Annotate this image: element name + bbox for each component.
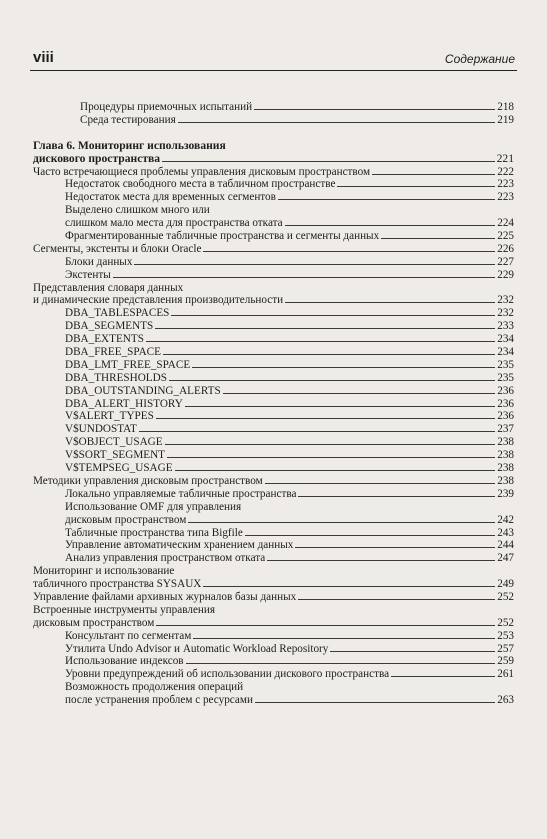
header-rule [30,70,517,71]
toc-entry-title: DBA_TABLESPACES [65,307,170,320]
toc-entry[interactable] [0,681,547,707]
toc-entry-title: Утилита Undo Advisor и Automatic Workload Repository [65,642,329,655]
toc-entry[interactable] [0,565,547,591]
toc-page-number: 238 [497,436,514,449]
toc-entry[interactable] [0,346,547,359]
toc-entry[interactable] [0,449,547,462]
dot-leader [186,663,496,664]
toc-page-number: 227 [497,255,514,268]
toc-page-number: 242 [497,513,514,526]
dot-leader [156,418,495,419]
toc-page-number: 232 [497,307,514,320]
toc-entry-title: Использование индексов [65,655,184,668]
dot-leader [223,393,496,394]
toc-entry-title-line: Представления словаря данных [33,281,184,294]
toc-entry-title: Процедуры приемочных испытаний [80,101,253,113]
toc-entry[interactable] [0,398,547,411]
toc-entry[interactable] [0,475,547,488]
toc-page-number: 223 [497,178,514,191]
toc-page-number: 236 [497,410,514,423]
toc-entry-title: Консультант по сегментам [65,629,192,642]
dot-leader [295,547,495,548]
toc-page-number: 226 [497,242,514,255]
toc-entry-title-line: Возможность продолжения операций [65,681,244,694]
toc-page-number: 261 [497,668,514,681]
dot-leader [298,599,495,600]
toc-entry[interactable] [0,630,547,643]
dot-leader [372,174,495,175]
toc-entry-title: Недостаток свободного места в табличном пространстве [65,178,336,191]
toc-entry[interactable] [0,539,547,552]
toc-entry[interactable] [0,591,547,604]
toc-entry[interactable] [0,372,547,385]
dot-leader [203,251,495,252]
toc-page-number: 252 [497,590,514,603]
toc-entry-title: Недостаток места для временных сегментов [65,191,276,204]
toc-entry-title-line: Использование OMF для управления [65,500,242,513]
toc-entry-title: V$ALERT_TYPES [65,410,154,423]
dot-leader [203,586,495,587]
running-title: Содержание [444,52,515,66]
table-of-contents [0,101,547,707]
dot-leader [278,199,495,200]
toc-page-number: 244 [497,539,514,552]
dot-leader [171,315,495,316]
toc-entry-title: DBA_THRESHOLDS [65,371,167,384]
toc-entry-title: V$SORT_SEGMENT [65,449,166,462]
dot-leader [245,535,495,536]
toc-page-number: 222 [497,165,514,178]
toc-entry[interactable] [0,204,547,230]
toc-entry-title: дисковым пространством [33,616,155,629]
toc-entry[interactable] [0,256,547,269]
dot-leader [162,161,495,162]
page-header [0,40,547,70]
toc-entry-title: Анализ управления пространством отката [65,552,266,565]
toc-page-number: 232 [497,294,514,307]
toc-entry[interactable] [0,166,547,179]
toc-entry[interactable] [0,114,547,127]
toc-entry-title: DBA_LMT_FREE_SPACE [65,358,191,371]
toc-entry[interactable] [0,436,547,449]
toc-entry-title: DBA_ALERT_HISTORY [65,397,183,410]
toc-entry[interactable] [0,320,547,333]
toc-page-number: 247 [497,552,514,565]
toc-entry-title: Управление файлами архивных журналов базы данных [33,590,297,603]
toc-entry[interactable] [0,359,547,372]
toc-entry[interactable] [0,307,547,320]
toc-page-number: 253 [497,629,514,642]
toc-entry-title: V$TEMPSEG_USAGE [65,462,173,475]
toc-page-number: 243 [497,526,514,539]
dot-leader [285,225,496,226]
dot-leader [188,522,495,523]
toc-entry-title-line: Мониторинг и использование [33,565,175,578]
toc-entry[interactable] [0,643,547,656]
toc-entry-title: Табличные пространства типа Bigfile [65,526,243,539]
toc-entry-title-line: Выделено слишком много или [65,204,210,217]
toc-page-number: 235 [497,371,514,384]
toc-page-number: 233 [497,320,514,333]
dot-leader [139,431,495,432]
dot-leader [163,354,495,355]
toc-entry[interactable] [0,527,547,540]
toc-entry-title: Управление автоматическим хранением данных [65,539,294,552]
toc-entry-title: DBA_FREE_SPACE [65,346,161,359]
toc-page-number: 238 [497,449,514,462]
toc-page-number: 239 [497,487,514,500]
toc-entry-title: слишком мало места для пространства отката [65,217,283,230]
dot-leader [254,109,495,110]
toc-entry-title: Блоки данных [65,255,133,268]
toc-entry-title: дискового пространства [33,151,161,165]
toc-entry-title: дисковым пространством [65,513,187,526]
toc-entry[interactable] [0,178,547,191]
toc-entry[interactable] [0,462,547,475]
toc-entry[interactable] [0,385,547,398]
toc-entry[interactable] [0,604,547,630]
dot-leader [146,341,495,342]
toc-entry-title: Экстенты [65,268,111,281]
toc-page-number: 263 [497,694,514,707]
toc-entry-title-line: Встроенные инструменты управления [33,603,216,616]
dot-leader [175,470,496,471]
dot-leader [391,676,495,677]
toc-page-number: 236 [497,397,514,410]
dot-leader [193,638,495,639]
toc-entry[interactable] [0,282,547,308]
toc-page-number: 218 [497,101,514,113]
toc-entry-title: Среда тестирования [80,113,176,126]
toc-entry[interactable] [0,191,547,204]
toc-entry[interactable] [0,655,547,668]
dot-leader [298,496,495,497]
page-number: viii [33,49,54,66]
toc-page-number: 223 [497,191,514,204]
toc-page-number: 219 [497,113,514,126]
toc-entry[interactable] [0,140,547,166]
toc-entry[interactable] [0,101,547,114]
toc-page-number: 238 [497,462,514,475]
dot-leader [381,238,495,239]
toc-entry[interactable] [0,230,547,243]
toc-page-number: 224 [497,217,514,230]
toc-entry[interactable] [0,552,547,565]
toc-page-number: 225 [497,230,514,243]
toc-entry-title: Часто встречающиеся проблемы управления дисковым пространством [33,165,371,178]
toc-page-number: 259 [497,655,514,668]
dot-leader [156,625,495,626]
toc-entry-title: Уровни предупреждений об использовании дискового пространства [65,668,390,681]
toc-page-number: 234 [497,346,514,359]
dot-leader [265,483,496,484]
dot-leader [178,122,496,123]
dot-leader [134,264,495,265]
toc-entry[interactable] [0,423,547,436]
toc-entry[interactable] [0,410,547,423]
dot-leader [113,277,495,278]
dot-leader [165,444,496,445]
toc-entry[interactable] [0,269,547,282]
toc-entry-title: DBA_SEGMENTS [65,320,154,333]
toc-page-number: 229 [497,268,514,281]
dot-leader [169,380,495,381]
dot-leader [185,406,495,407]
toc-entry-title: DBA_OUTSTANDING_ALERTS [65,384,221,397]
dot-leader [337,186,495,187]
toc-page-number: 249 [497,578,514,591]
toc-entry-title: и динамические представления производительности [33,294,284,307]
dot-leader [255,702,495,703]
toc-entry-title: V$OBJECT_USAGE [65,436,163,449]
toc-entry[interactable] [0,243,547,256]
dot-leader [155,328,495,329]
toc-entry-title: Фрагментированные табличные пространства и сегменты данных [65,230,380,243]
dot-leader [285,302,495,303]
toc-entry-title-line: Глава 6. Мониторинг использования [33,138,226,152]
toc-entry-title: Сегменты, экстенты и блоки Oracle [33,242,202,255]
toc-entry[interactable] [0,501,547,527]
toc-page-number: 237 [497,423,514,436]
toc-entry-title: табличного пространства SYSAUX [33,578,202,591]
toc-page-number: 257 [497,642,514,655]
toc-page-number: 252 [497,616,514,629]
toc-page-number: 235 [497,358,514,371]
toc-page-number: 221 [496,151,514,165]
toc-entry-title: V$UNDOSTAT [65,423,137,436]
toc-page-number: 234 [497,333,514,346]
toc-entry-title: Методики управления дисковым пространством [33,474,263,487]
dot-leader [167,457,495,458]
toc-page-number: 236 [497,384,514,397]
dot-leader [267,560,495,561]
toc-entry[interactable] [0,668,547,681]
toc-page-number: 238 [497,474,514,487]
dot-leader [330,651,495,652]
toc-entry[interactable] [0,488,547,501]
toc-entry-title: Локально управляемые табличные пространства [65,487,297,500]
dot-leader [192,367,495,368]
toc-entry-title: DBA_EXTENTS [65,333,144,346]
toc-entry[interactable] [0,333,547,346]
toc-entry-title: после устранения проблем с ресурсами [65,694,253,707]
